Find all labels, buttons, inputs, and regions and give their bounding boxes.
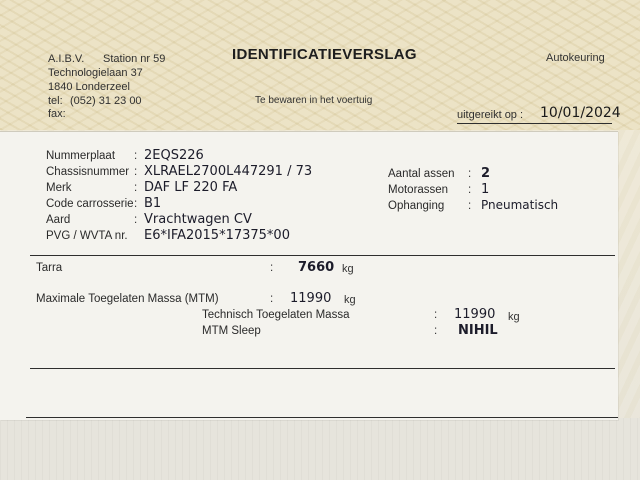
document-title: IDENTIFICATIEVERSLAG [232,46,417,63]
station-number: Station nr 59 [103,53,166,65]
plate-value: 2EQS226 [144,148,204,163]
motor-axles-value: 1 [481,182,490,197]
suspension-label: Ophanging [388,200,445,212]
type-label: Aard [46,214,71,226]
colon: : [270,293,274,305]
tare-unit: kg [342,263,354,275]
axles-value: 2 [481,166,491,181]
body-code-label: Code carrosserie [46,198,134,210]
plate-label: Nummerplaat [46,150,116,162]
tel-label: tel: [48,95,63,107]
make-value: DAF LF 220 FA [144,180,238,195]
colon: : [134,166,138,178]
security-pattern-band [0,418,640,480]
colon: : [134,150,138,162]
tare-value: 7660 [298,260,335,275]
org-street: Technologielaan 37 [48,67,143,79]
axles-label: Aantal assen [388,168,455,180]
mtm-label: Maximale Toegelaten Massa (MTM) [36,293,219,305]
tare-label: Tarra [36,262,63,274]
keep-in-vehicle-note: Te bewaren in het voertuig [255,95,373,106]
colon: : [134,182,138,194]
fax-label: fax: [48,108,66,120]
identification-slip [0,131,618,420]
technical-mass-value: 11990 [454,307,496,322]
mtm-value: 11990 [290,291,332,306]
make-label: Merk [46,182,72,194]
blank-line [26,417,618,418]
colon: : [434,325,438,337]
colon: : [468,168,472,180]
colon: : [134,214,138,226]
tel-value: (052) 31 23 00 [70,95,142,107]
pvg-label: PVG / WVTA nr. [46,230,128,242]
colon: : [468,184,472,196]
issued-date: 10/01/2024 [540,105,621,121]
issued-label: uitgereikt op : [457,109,524,121]
chassis-value: XLRAEL2700L447291 / 73 [144,164,313,179]
technical-mass-unit: kg [508,311,520,323]
tow-mass-value: NIHIL [458,323,498,338]
tow-mass-label: MTM Sleep [202,325,261,337]
type-value: Vrachtwagen CV [144,212,252,227]
org-name: A.I.B.V. [48,53,85,65]
colon: : [434,309,438,321]
mtm-unit: kg [344,294,356,306]
colon: : [468,200,472,212]
document-category: Autokeuring [546,52,605,64]
section-divider [30,255,615,256]
motor-axles-label: Motorassen [388,184,449,196]
body-code-value: B1 [144,196,162,211]
chassis-label: Chassisnummer [46,166,130,178]
pvg-value: E6*IFA2015*17375*00 [144,228,290,243]
suspension-value: Pneumatisch [481,198,559,212]
colon: : [270,262,274,274]
org-city: 1840 Londerzeel [48,81,130,93]
issued-underline [457,123,612,124]
technical-mass-label: Technisch Toegelaten Massa [202,309,350,321]
colon: : [134,198,138,210]
blank-line [30,368,615,369]
